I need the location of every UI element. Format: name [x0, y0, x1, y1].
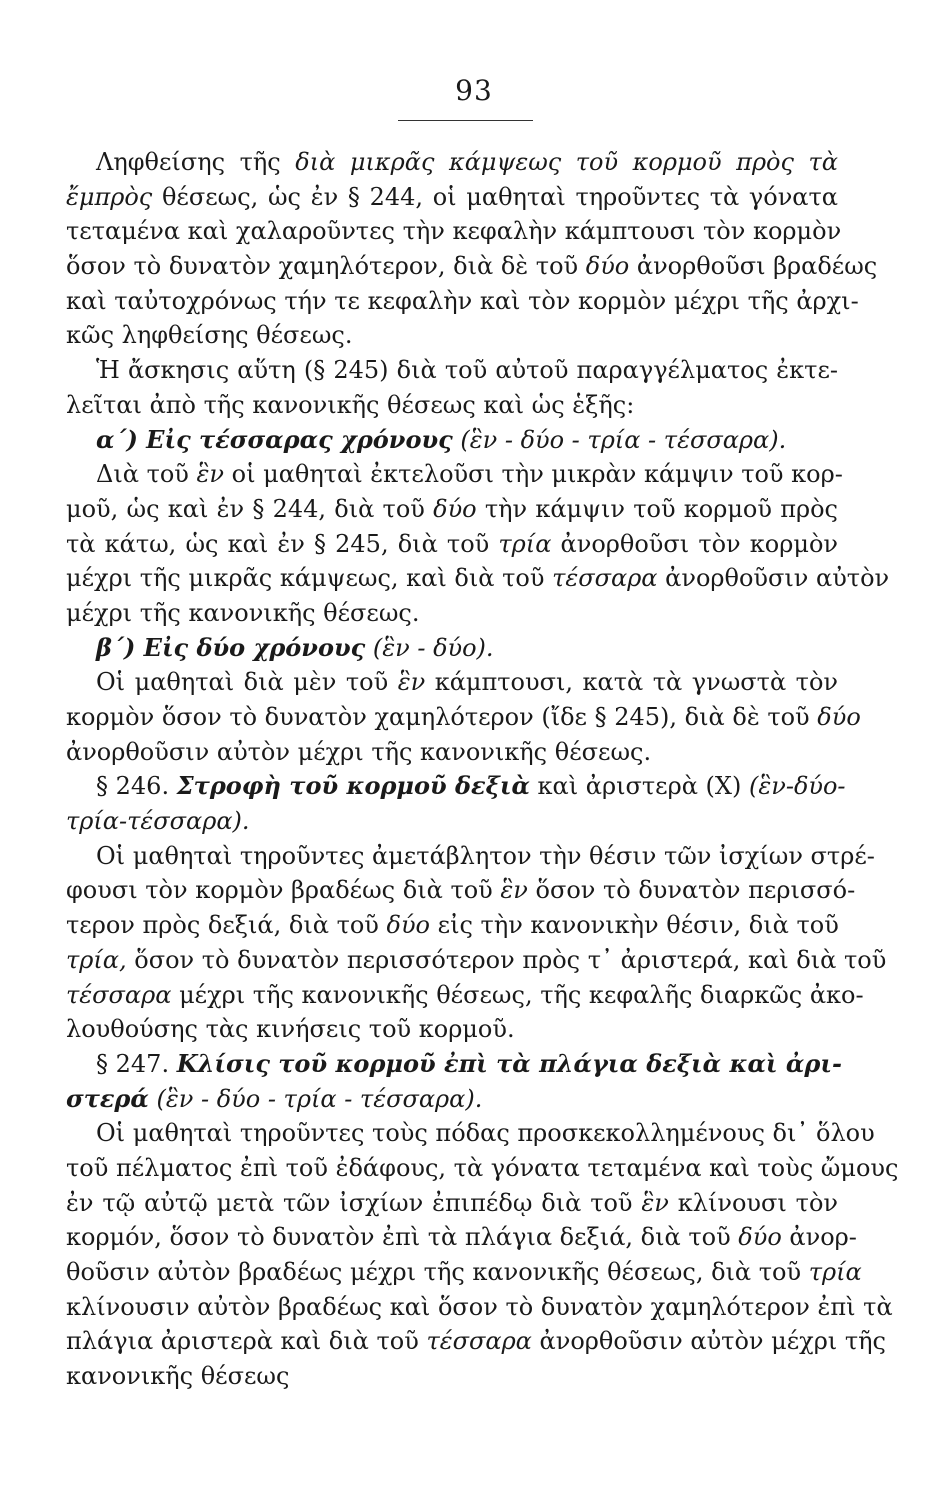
- text-line: [66, 561, 890, 596]
- text-line: [66, 492, 838, 527]
- text-run: Ἡ ἄσκησις αὕτη (§ 245) διὰ τοῦ αὐτοῦ παραγγέλματος ἐκτε-: [96, 356, 838, 385]
- text-line: [66, 1082, 838, 1117]
- text-line: [66, 353, 838, 388]
- heading-text: β΄) Εἰς δύο χρόνους: [96, 632, 366, 662]
- text-line: [66, 978, 864, 1013]
- text-line: [66, 284, 859, 319]
- text-run: θοῦσιν αὐτὸν βραδέως μέχρι τῆς κανονικῆς θέσεως, διὰ τοῦ: [66, 1258, 809, 1286]
- text-line: [66, 735, 838, 770]
- text-line: [66, 839, 875, 874]
- text-run: μέχρι τῆς κανονικῆς θέσεως.: [66, 598, 420, 627]
- text-line: [66, 1012, 838, 1047]
- text-line: [66, 249, 878, 284]
- page-number: 93: [455, 74, 493, 107]
- text-run: § 247.: [96, 1049, 177, 1078]
- italic-run: τέσσαρα: [426, 1327, 532, 1356]
- heading-text: Κλίσις τοῦ κορμοῦ ἐπὶ τὰ πλάγια δεξιὰ καὶ ἀρι-: [176, 1048, 842, 1078]
- text-line: [66, 804, 838, 839]
- italic-run: διὰ μικρᾶς κάμψεως τοῦ κορμοῦ πρὸς τὰ: [295, 148, 838, 176]
- text-line: [66, 908, 838, 943]
- header-rule: [398, 120, 533, 121]
- text-run: λεῖται ἀπὸ τῆς κανονικῆς θέσεως καὶ ὡς ἑξῆς:: [66, 390, 635, 419]
- italic-run: τρία-τέσσαρα).: [66, 807, 250, 836]
- text-line: [66, 180, 838, 215]
- text-line: [66, 1324, 886, 1359]
- text-run: κορμὸν ὅσον τὸ δυνατὸν χαμηλότερον (ἴδε § 245), διὰ δὲ τοῦ: [66, 703, 818, 731]
- italic-run: δύο: [817, 703, 861, 731]
- text-run: ὅσον τὸ δυνατὸν περισσότερον πρὸς τ᾽ ἀριστερά, καὶ διὰ τοῦ: [126, 945, 887, 974]
- heading-text: Στροφὴ τοῦ κορμοῦ δεξιὰ: [176, 771, 530, 801]
- italic-run: δύο: [585, 252, 630, 281]
- text-run: κῶς ληφθείσης θέσεως.: [66, 321, 353, 350]
- text-run: οἱ μαθηταὶ ἐκτελοῦσι τὴν μικρὰν κάμψιν τοῦ κορ-: [224, 460, 843, 489]
- text-line: [66, 527, 838, 562]
- text-run: κάμπτουσι, κατὰ τὰ γνωστὰ τὸν: [425, 668, 838, 697]
- italic-run: ἓν: [196, 460, 224, 489]
- heading-run: [177, 1049, 842, 1078]
- text-line: [66, 1290, 893, 1325]
- heading-run: [177, 771, 530, 800]
- text-line: [66, 1359, 838, 1394]
- text-run: Οἱ μαθηταὶ διὰ μὲν τοῦ: [96, 668, 398, 697]
- text-line: [66, 1220, 857, 1255]
- italic-run: (ἓν - δύο - τρία - τέσσαρα).: [452, 425, 787, 454]
- text-run: μέχρι τῆς μικρᾶς κάμψεως, καὶ διὰ τοῦ: [66, 564, 553, 593]
- text-run: ὅσον τὸ δυνατὸν χαμηλότερον, διὰ δὲ τοῦ: [66, 252, 586, 281]
- italic-run: δύο: [738, 1223, 782, 1252]
- italic-run: (ἓν-δύο-: [749, 772, 846, 801]
- text-run: § 246.: [96, 772, 177, 801]
- text-line: [66, 1186, 838, 1221]
- text-run: κορμόν, ὅσον τὸ δυνατὸν ἐπὶ τὰ πλάγια δεξιά, διὰ τοῦ: [66, 1223, 739, 1252]
- text-line: [66, 1116, 875, 1151]
- text-run: τεταμένα καὶ χαλαροῦντες τὴν κεφαλὴν κάμπτουσι τὸν κορμὸν: [66, 217, 842, 246]
- italic-run: τρία: [808, 1258, 862, 1286]
- text-line: [66, 1151, 899, 1186]
- text-run: Οἱ μαθηταὶ τηροῦντες τοὺς πόδας προσκεκολλημένους δι᾽ ὅλου: [96, 1119, 875, 1148]
- italic-run: τέσσαρα: [552, 564, 658, 593]
- text-run: φουσι τὸν κορμὸν βραδέως διὰ τοῦ: [66, 876, 501, 905]
- heading-run: [66, 1084, 149, 1113]
- heading-text: στερά: [66, 1083, 149, 1113]
- text-run: Διὰ τοῦ: [96, 460, 197, 489]
- text-line: [66, 873, 856, 908]
- italic-run: τέσσαρα: [66, 980, 172, 1009]
- text-run: Ληφθείσης τῆς: [96, 148, 296, 176]
- text-run: τερον πρὸς δεξιά, διὰ τοῦ: [66, 911, 387, 940]
- italic-run: ἓν: [397, 668, 426, 697]
- text-run: θέσεως, ὡς ἐν § 244, οἱ μαθηταὶ τηροῦντες τὰ γόνατα: [152, 182, 838, 211]
- italic-run: τρία,: [66, 945, 127, 974]
- text-run: ἀνορ-: [781, 1223, 857, 1252]
- italic-run: (ἓν - δύο - τρία - τέσσαρα).: [148, 1084, 483, 1113]
- heading-run: [96, 633, 365, 662]
- text-line: [66, 665, 838, 700]
- body-text: [66, 145, 899, 1394]
- text-run: κανονικῆς θέσεως: [66, 1362, 290, 1391]
- text-line: [66, 769, 846, 804]
- text-run: ἐν τῷ αὐτῷ μετὰ τῶν ἰσχίων ἐπιπέδῳ διὰ τοῦ: [66, 1188, 642, 1217]
- text-run: ἀνορθοῦσιν αὐτὸν μέχρι τῆς κανονικῆς θέσεως.: [66, 737, 652, 766]
- text-line: [66, 145, 838, 180]
- text-line: [66, 596, 838, 631]
- italic-run: ἓν: [500, 876, 528, 905]
- text-run: κλίνουσιν αὐτὸν βραδέως καὶ ὅσον τὸ δυνατὸν χαμηλότερον ἐπὶ τὰ: [66, 1292, 893, 1321]
- heading-text: α΄) Εἰς τέσσαρας χρόνους: [96, 424, 453, 454]
- text-run: καὶ ἀριστερὰ (Χ): [529, 772, 749, 801]
- text-line: [66, 700, 861, 735]
- text-run: ἀνορθοῦσιν αὐτὸν: [657, 564, 890, 593]
- italic-run: ἔμπρὸς: [66, 182, 153, 211]
- italic-run: δύο: [386, 911, 431, 940]
- text-run: κλίνουσι τὸν: [668, 1188, 838, 1217]
- italic-run: δύο: [433, 494, 477, 523]
- heading-run: [96, 425, 453, 454]
- text-run: ἀνορθοῦσι τὸν κορμὸν: [551, 529, 838, 558]
- text-line: [66, 318, 838, 353]
- text-run: εἰς τὴν κανονικὴν θέσιν, διὰ τοῦ: [430, 911, 839, 940]
- text-line: [66, 631, 838, 666]
- text-line: [66, 423, 838, 458]
- text-run: τοῦ πέλματος ἐπὶ τοῦ ἐδάφους, τὰ γόνατα τεταμένα καὶ τοὺς ὤμους: [66, 1153, 899, 1182]
- text-line: [66, 457, 843, 492]
- text-line: [66, 943, 887, 978]
- italic-run: τρία: [498, 529, 552, 558]
- text-line: [66, 1255, 862, 1290]
- italic-run: ἓν: [641, 1188, 669, 1217]
- text-line: [66, 388, 838, 423]
- italic-run: (ἓν - δύο).: [365, 633, 494, 662]
- text-run: πλάγια ἀριστερὰ καὶ διὰ τοῦ: [66, 1327, 427, 1356]
- text-run: λουθούσης τὰς κινήσεις τοῦ κορμοῦ.: [66, 1015, 515, 1044]
- text-run: ἀνορθοῦσιν αὐτὸν μέχρι τῆς: [531, 1327, 886, 1356]
- text-line: [66, 214, 842, 249]
- text-run: ὅσον τὸ δυνατὸν περισσό-: [527, 876, 856, 905]
- text-run: μέχρι τῆς κανονικῆς θέσεως, τῆς κεφαλῆς διαρκῶς ἀκο-: [171, 980, 864, 1009]
- text-run: ἀνορθοῦσι βραδέως: [629, 252, 878, 281]
- text-line: [66, 1047, 842, 1082]
- text-run: τὰ κάτω, ὡς καὶ ἐν § 245, διὰ τοῦ: [66, 529, 499, 558]
- text-run: τὴν κάμψιν τοῦ κορμοῦ πρὸς: [476, 494, 838, 523]
- text-run: μοῦ, ὡς καὶ ἐν § 244, διὰ τοῦ: [66, 494, 434, 523]
- text-run: Οἱ μαθηταὶ τηροῦντες ἀμετάβλητον τὴν θέσιν τῶν ἰσχίων στρέ-: [96, 841, 875, 870]
- text-run: καὶ ταὐτοχρόνως τήν τε κεφαλὴν καὶ τὸν κορμὸν μέχρι τῆς ἀρχι-: [66, 286, 859, 315]
